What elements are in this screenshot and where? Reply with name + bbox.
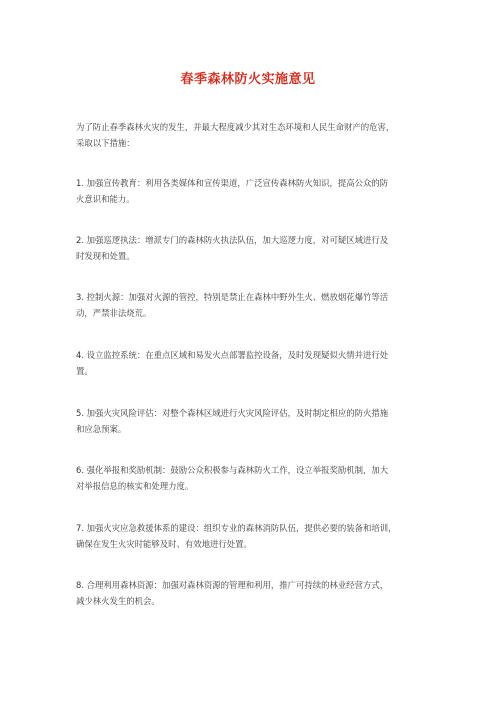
measure-item-6 [76, 463, 436, 494]
measure-item-3 [76, 290, 436, 321]
intro-paragraph [76, 120, 436, 151]
document-title: 春季森林防火实施意见 [180, 72, 316, 87]
measure-item-8 [76, 578, 436, 609]
measure-line: 对举报信息的核实和处理力度。 [76, 480, 194, 491]
measure-line: 1. 加强宣传教育：利用各类媒体和宣传渠道，广泛宣传森林防火知识，提高公众的防 [76, 178, 389, 188]
measure-line: 5. 加强火灾风险评估：对整个森林区域进行火灾风险评估，及时制定相应的防火措施 [76, 408, 389, 418]
measure-line: 4. 设立监控系统：在重点区域和易发火点部署监控设备，及时发现疑似火情并进行处 [76, 350, 389, 360]
measure-line: 火意识和能力。 [76, 193, 135, 204]
measure-item-2 [76, 233, 436, 264]
measure-line: 7. 加强火灾应急救援体系的建设：组织专业的森林消防队伍，提供必要的装备和培训， [76, 523, 397, 533]
measure-item-4 [76, 348, 436, 379]
measure-line: 置。 [76, 365, 93, 376]
measure-line: 6. 强化举报和奖励机制：鼓励公众积极参与森林防火工作，设立举报奖励机制，加大 [76, 465, 389, 475]
intro-line: 采取以下措施： [76, 137, 135, 148]
measure-line: 8. 合理利用森林资源：加强对森林资源的管理和利用，推广可持续的林业经营方式， [76, 580, 389, 590]
measure-item-5 [76, 406, 436, 437]
measure-line: 3. 控制火源：加强对火源的管控，特别是禁止在森林中野外生火、燃放烟花爆竹等活 [76, 292, 389, 302]
measure-line: 动，严禁非法烧荒。 [76, 307, 152, 318]
measure-line: 时发现和处置。 [76, 250, 135, 261]
measure-item-7 [76, 521, 436, 552]
measure-line: 2. 加强巡逻执法：增派专门的森林防火执法队伍，加大巡逻力度，对可疑区域进行及 [76, 235, 389, 245]
measure-line: 确保在发生火灾时能够及时、有效地进行处置。 [76, 538, 252, 549]
intro-line: 为了防止春季森林火灾的发生，并最大程度减少其对生态环境和人民生命财产的危害， [76, 122, 395, 132]
measure-line: 和应急预案。 [76, 423, 127, 434]
measure-line: 减少林火发生的机会。 [76, 595, 160, 606]
measure-item-1 [76, 176, 436, 207]
